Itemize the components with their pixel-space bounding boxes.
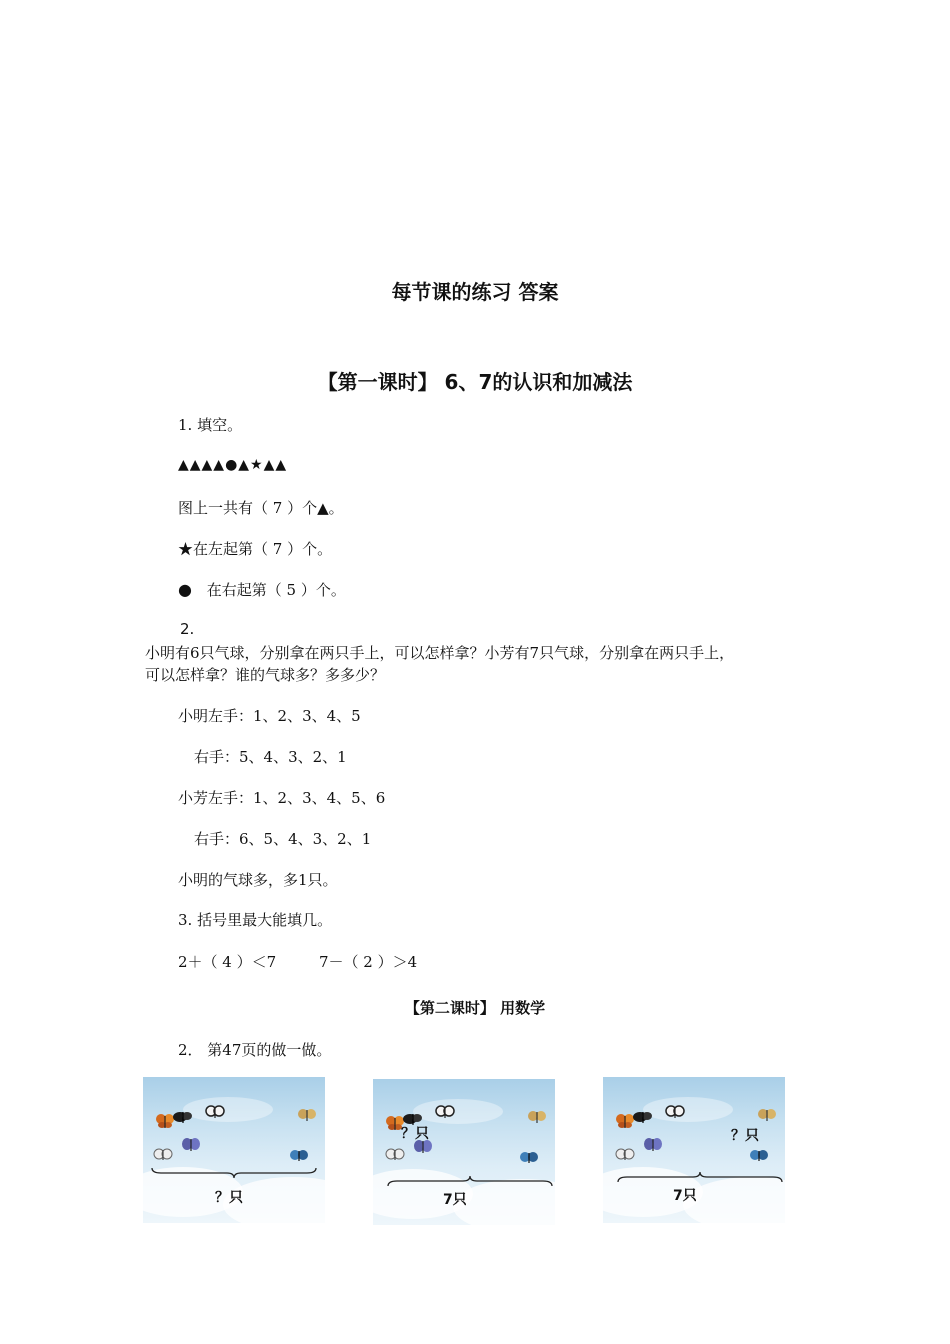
butterfly-icon: [757, 1107, 777, 1123]
butterfly-icon: [205, 1104, 225, 1120]
q1-answer-b: ★在左起第（ 7 ）个。: [178, 540, 333, 558]
q3-answer-a: 2＋（ 4 ）＜7: [178, 953, 277, 971]
butterfly-icon: [435, 1104, 455, 1120]
butterfly-icon: [615, 1147, 635, 1163]
panel-top-label: ？只: [731, 1128, 759, 1144]
butterfly-icon: [385, 1147, 405, 1163]
lesson2-heading: 【第二课时】 用数学: [404, 999, 546, 1017]
xiaoming-left: 小明左手：1、2、3、4、5: [178, 707, 361, 725]
butterfly-icon: [665, 1104, 685, 1120]
butterfly-icon: [181, 1137, 201, 1153]
q2-text-line1: 小明有6只气球，分别拿在两只手上，可以怎样拿？小芳有7只气球，分别拿在两只手上，: [145, 644, 735, 662]
xiaoming-right: 右手：5、4、3、2、1: [194, 748, 347, 766]
q3-label: 3. 括号里最大能填几。: [178, 911, 333, 929]
q1-label: 1. 填空。: [178, 416, 243, 434]
butterfly-icon: [527, 1109, 547, 1125]
q3-answers: [178, 951, 417, 972]
shape-sequence: ▲▲▲▲●▲★▲▲: [178, 457, 288, 473]
conclusion: 小明的气球多，多1只。: [178, 871, 338, 889]
brace-icon: [617, 1171, 783, 1183]
page-title: 每节课的练习 答案: [391, 280, 559, 304]
butterfly-panel-3: [603, 1077, 785, 1223]
q1-answer-a: 图上一共有（ 7 ）个▲。: [178, 499, 344, 517]
q1-answer-c: ● 在右起第（ 5 ）个。: [178, 580, 346, 599]
butterfly-panel-2: [373, 1079, 555, 1225]
butterfly-icon: [173, 1109, 193, 1125]
q3-answer-b: 7－（ 2 ）＞4: [318, 953, 418, 971]
butterfly-icon: [289, 1148, 309, 1164]
xiaofang-right: 右手：6、5、4、3、2、1: [194, 830, 372, 848]
q2-text-line2: 可以怎样拿？谁的气球多？多多少？: [145, 666, 386, 684]
butterfly-icon: [297, 1107, 317, 1123]
butterfly-icon: [749, 1148, 769, 1164]
butterfly-icon: [643, 1137, 663, 1153]
circle-symbol: ●: [178, 580, 192, 599]
butterfly-panel-1: [143, 1077, 325, 1223]
panel-bottom-label: 7只: [673, 1188, 697, 1204]
butterfly-icon: [155, 1113, 175, 1129]
brace-icon: [151, 1167, 317, 1179]
butterfly-icon: [615, 1113, 635, 1129]
panel-bottom-label: ？只: [215, 1190, 243, 1206]
butterfly-icon: [633, 1109, 653, 1125]
panel-top-label: ？只: [401, 1126, 429, 1142]
xiaofang-left: 小芳左手：1、2、3、4、5、6: [178, 789, 386, 807]
brace-icon: [387, 1175, 553, 1187]
panel-bottom-label: 7只: [443, 1192, 467, 1208]
lesson1-heading: 【第一课时】 6、7的认识和加减法: [317, 370, 633, 394]
butterfly-icon: [519, 1150, 539, 1166]
lesson2-q2-label: 2． 第47页的做一做。: [178, 1041, 332, 1059]
butterfly-icon: [153, 1147, 173, 1163]
q2-label: 2.: [180, 620, 195, 638]
